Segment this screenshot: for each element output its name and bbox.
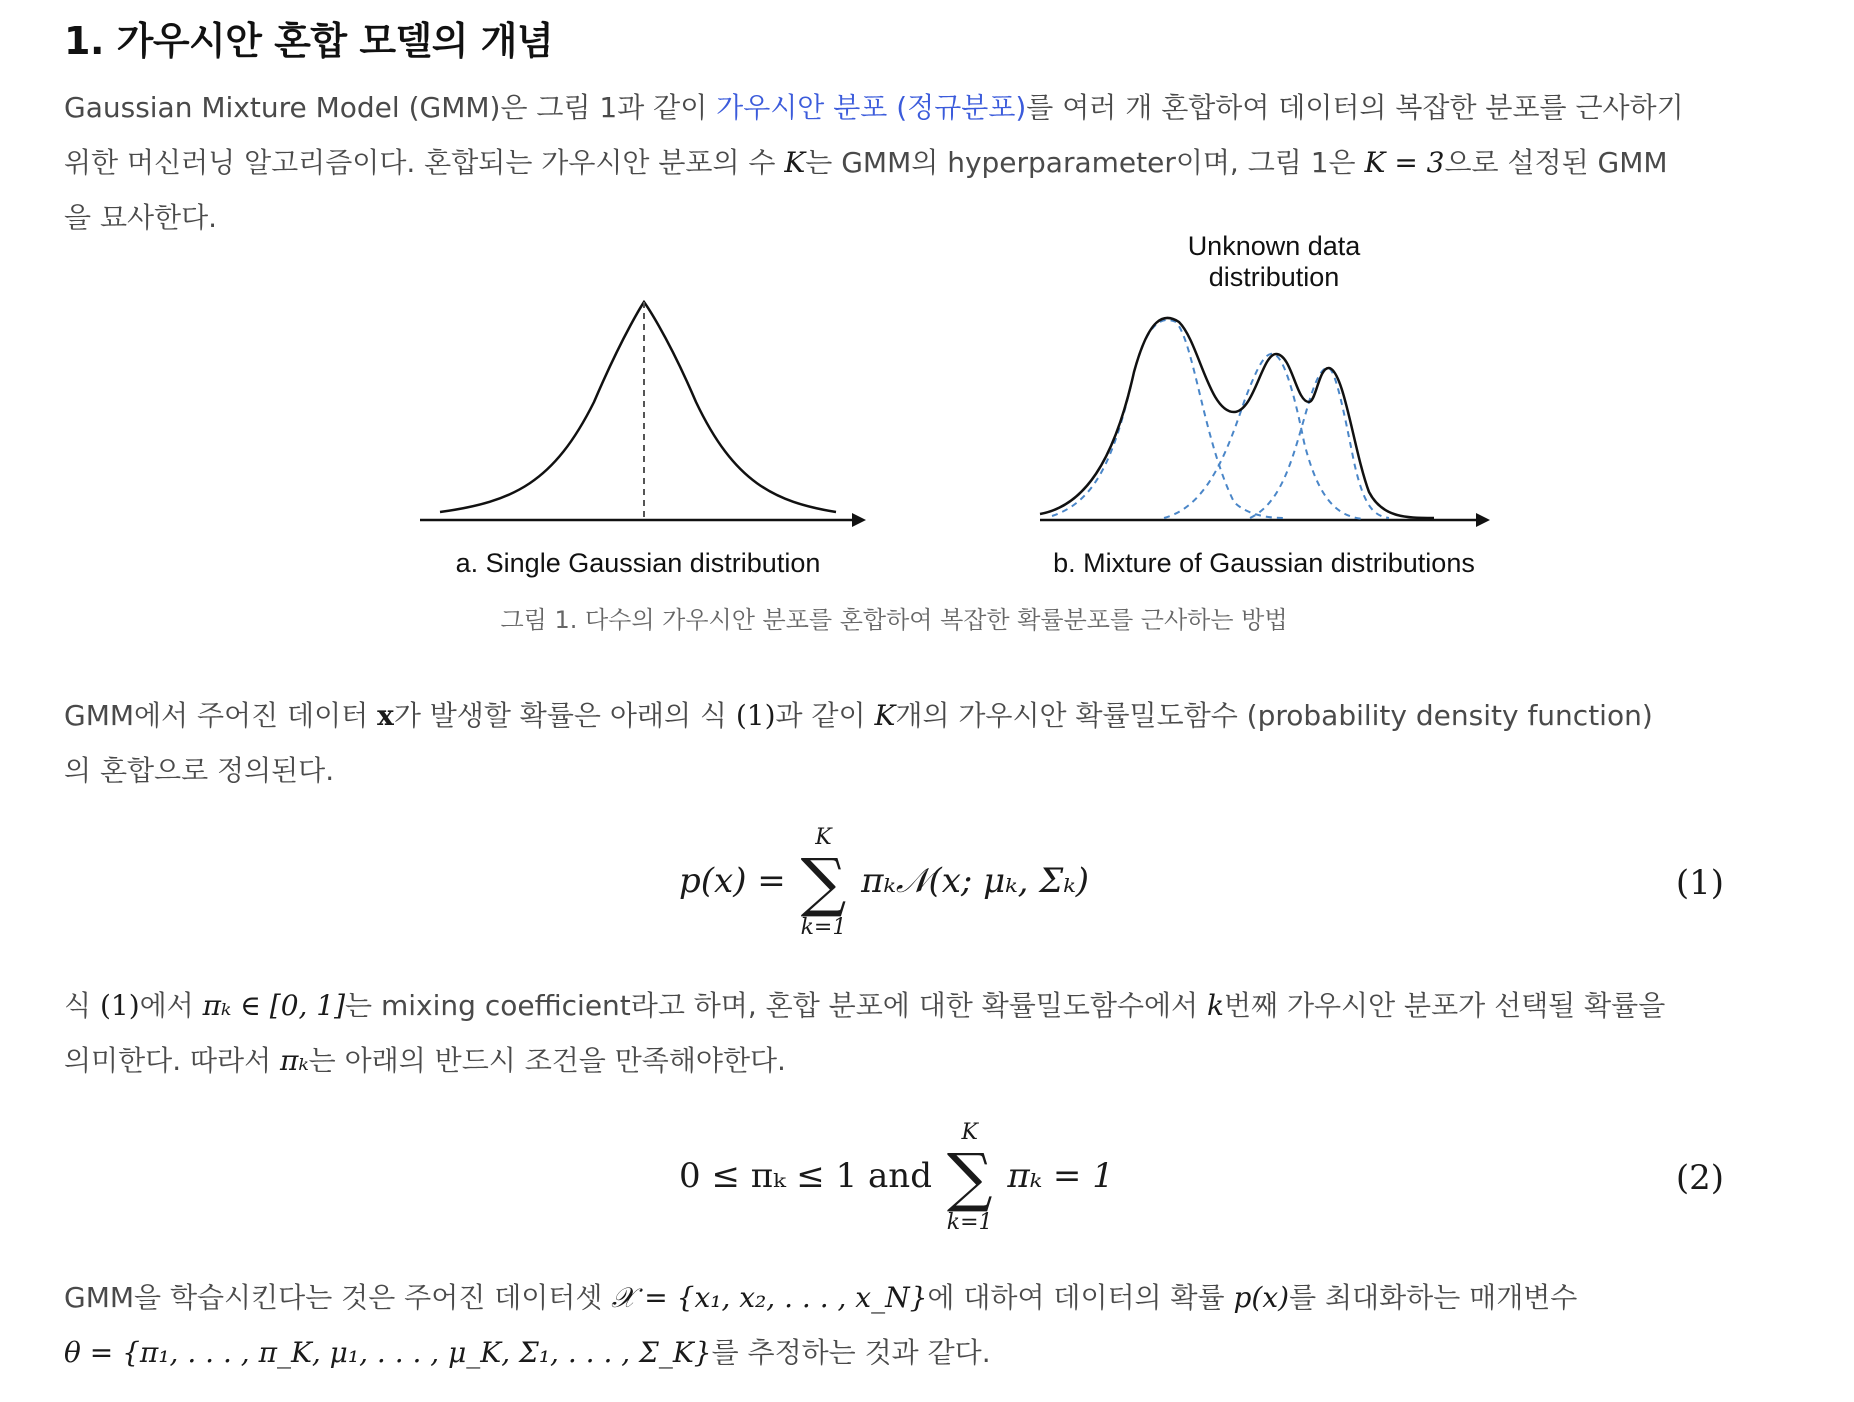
label-b: b. Mixture of Gaussian distributions	[1053, 548, 1475, 578]
eq1-number: (1)	[1675, 863, 1724, 903]
text: 번째 가우시안 분포가 선택될 확률을	[1223, 989, 1666, 1022]
sum-lower: k=1	[800, 915, 847, 940]
summation-symbol: K ∑ k=1	[800, 825, 847, 940]
annotation-line-1: Unknown data	[1187, 231, 1361, 261]
text: 에서	[139, 989, 203, 1022]
mixture-curve	[1040, 318, 1434, 518]
text: GMM에서 주어진 데이터	[64, 699, 378, 732]
summation-symbol: K ∑ k=1	[946, 1120, 993, 1235]
text: 과 같이	[775, 699, 875, 732]
text: 에 대하여 데이터의 확률	[927, 1281, 1234, 1314]
math-dataset: 𝒳 = {x₁, x₂, . . . , x_N}	[611, 1281, 928, 1314]
sum-upper: K	[961, 1120, 978, 1145]
eq1-lhs: p(x) =	[679, 861, 786, 901]
math-pi-k: πₖ	[280, 1044, 309, 1077]
paragraph-mixing-coefficient	[64, 978, 1724, 1088]
text: 는 아래의 반드시 조건을 만족해야한다.	[308, 1044, 786, 1077]
text: 위한 머신러닝 알고리즘이다. 혼합되는 가우시안 분포의 수	[64, 146, 785, 179]
paragraph-gmm-definition	[64, 688, 1724, 798]
math-pi-k-range: πₖ ∈ [0, 1]	[202, 989, 346, 1022]
eq1-rhs: πₖ𝒩(x; μₖ, Σₖ)	[861, 861, 1089, 901]
math-x: x	[377, 699, 394, 732]
eq-ref-1: (1)	[99, 989, 140, 1022]
text: 를 여러 개 혼합하여 데이터의 복잡한 분포를 근사하기	[1026, 91, 1684, 124]
eq2-lhs: 0 ≤ πₖ ≤ 1 and	[679, 1156, 932, 1196]
eq2-rhs: πₖ = 1	[1007, 1156, 1114, 1196]
text: 를 최대화하는 매개변수	[1289, 1281, 1578, 1314]
math-K-equals-3: K = 3	[1364, 146, 1445, 179]
equation-2	[64, 1120, 1724, 1240]
math-K: K	[784, 146, 806, 179]
single-gaussian-curve	[440, 302, 836, 512]
label-a: a. Single Gaussian distribution	[455, 548, 821, 578]
component-gaussian-1	[1052, 320, 1284, 518]
arrow-b	[1476, 513, 1490, 527]
sum-upper: K	[815, 825, 832, 850]
text: 식	[64, 989, 100, 1022]
text: GMM을 학습시킨다는 것은 주어진 데이터셋	[64, 1281, 612, 1314]
figure-caption: 그림 1. 다수의 가우시안 분포를 혼합하여 복잡한 확률분포를 근사하는 방법	[500, 606, 1288, 634]
text: 는 GMM의 hyperparameter이며, 그림 1은	[805, 146, 1365, 179]
math-K: K	[874, 699, 896, 732]
equation-1	[64, 825, 1724, 945]
sum-lower: k=1	[946, 1210, 993, 1235]
paragraph-training-objective	[64, 1270, 1724, 1380]
eq2-number: (2)	[1675, 1158, 1724, 1198]
math-theta: θ = {π₁, . . . , π_K, μ₁, . . . , μ_K, Σ₁, . . . , Σ_K}	[64, 1336, 712, 1369]
text: 를 추정하는 것과 같다.	[711, 1336, 991, 1369]
eq-ref-1: (1)	[735, 699, 776, 732]
text: 가 발생할 확률은 아래의 식	[393, 699, 736, 732]
text: 으로 설정된 GMM	[1444, 146, 1668, 179]
figure-gaussian-diagram	[404, 231, 1504, 582]
annotation-line-2: distribution	[1208, 262, 1340, 292]
text: 의미한다. 따라서	[64, 1044, 281, 1077]
text: 을 묘사한다.	[64, 201, 218, 234]
component-gaussian-3	[1250, 368, 1389, 518]
text: 의 혼합으로 정의된다.	[64, 754, 335, 787]
text: 는 mixing coefficient라고 하며, 혼합 분포에 대한 확률밀도함수에서	[345, 989, 1207, 1022]
math-px: p(x)	[1233, 1281, 1290, 1314]
arrow-a	[852, 513, 866, 527]
paragraph-intro	[64, 80, 1724, 245]
gaussian-link[interactable]: 가우시안 분포 (정규분포)	[716, 91, 1027, 124]
text: 개의 가우시안 확률밀도함수 (probability density function)	[895, 699, 1653, 732]
math-k: k	[1206, 989, 1224, 1022]
section-heading: 1. 가우시안 혼합 모델의 개념	[64, 19, 554, 63]
text: Gaussian Mixture Model (GMM)은 그림 1과 같이	[64, 91, 717, 124]
